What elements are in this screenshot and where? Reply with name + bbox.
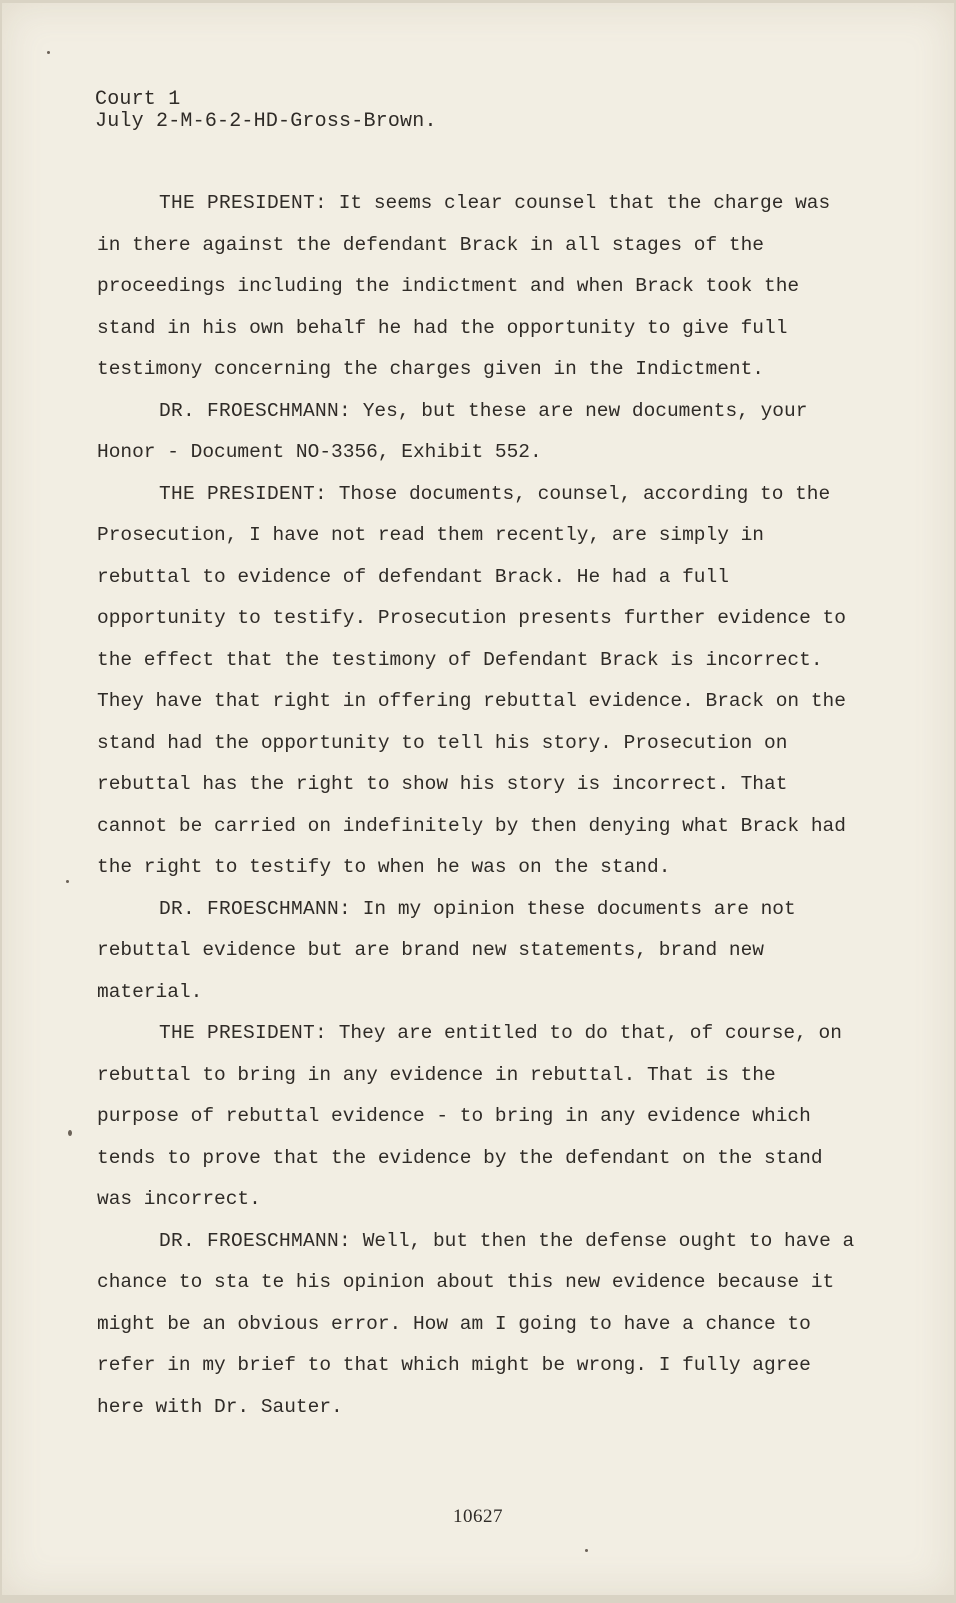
paper-speck [68, 1130, 72, 1136]
speaker-label: DR. FROESCHMANN: [159, 399, 352, 422]
speaker-label: THE PRESIDENT: [159, 192, 328, 214]
speech-text: It seems clear counsel that the charge was in there against the defendant Brack in all stages of the proceedings including the indictment and when Brack took the stand in his own behalf he had the opportunity to give full testimony concerning the charges given in the Indictment. [97, 192, 831, 380]
speech-text: Yes, but these are new documents, your Honor - Document NO-3356, Exhibit 552. [97, 399, 808, 463]
transcript-paragraph [97, 1013, 857, 1221]
transcript-paragraph [97, 889, 857, 1014]
speaker-label: DR. FROESCHMANN: [159, 897, 352, 920]
session-code: July 2-M-6-2-HD-Gross-Brown. [95, 110, 437, 133]
speech-text: Well, but then the defense ought to have a chance to sta te his opinion about this new evidence because it might be an obvious error. How am I going to have a chance to refer in my brief to that which might be wrong. I fully agree here with Dr. Sauter. [97, 1229, 855, 1418]
page-number: 10627 [453, 1506, 503, 1527]
paper-speck [47, 51, 50, 54]
transcript-paragraph [97, 391, 857, 474]
speech-text: They are entitled to do that, of course, on rebuttal to bring in any evidence in rebuttal. That is the purpose of rebuttal evidence - to bring in any evidence which tends to prove that the evidence by the defendant on the stand was incorrect. [97, 1022, 842, 1210]
transcript-paragraph [97, 474, 857, 889]
page-header [95, 89, 437, 133]
speaker-label: DR. FROESCHMANN: [159, 1229, 352, 1252]
transcript-paragraph [97, 1221, 857, 1429]
transcript-page [2, 3, 954, 1595]
speaker-label: THE PRESIDENT: [159, 1022, 328, 1044]
speaker-label: THE PRESIDENT: [159, 482, 328, 505]
paper-speck [585, 1549, 588, 1552]
transcript-body [97, 183, 857, 1428]
court-label: Court 1 [95, 88, 181, 111]
transcript-paragraph [97, 183, 857, 391]
speech-text: Those documents, counsel, according to the Prosecution, I have not read them recently, are simply in rebuttal to evidence of defendant Brack. He had a full opportunity to testify. Prosecution presents further evidence to the effect that the testimony of Defendant Brack is incorrect. They have that right in offering rebuttal evidence. Brack on the stand had the opportunity to tell his story. Prosecution on rebuttal has the right to show his story is incorrect. That cannot be carried on indefinitely by then denying what Brack had the right to testify to when he was on the stand. [97, 482, 846, 878]
speech-text: In my opinion these documents are not rebuttal evidence but are brand new statements, brand new material. [97, 897, 796, 1003]
paper-speck [66, 880, 69, 883]
